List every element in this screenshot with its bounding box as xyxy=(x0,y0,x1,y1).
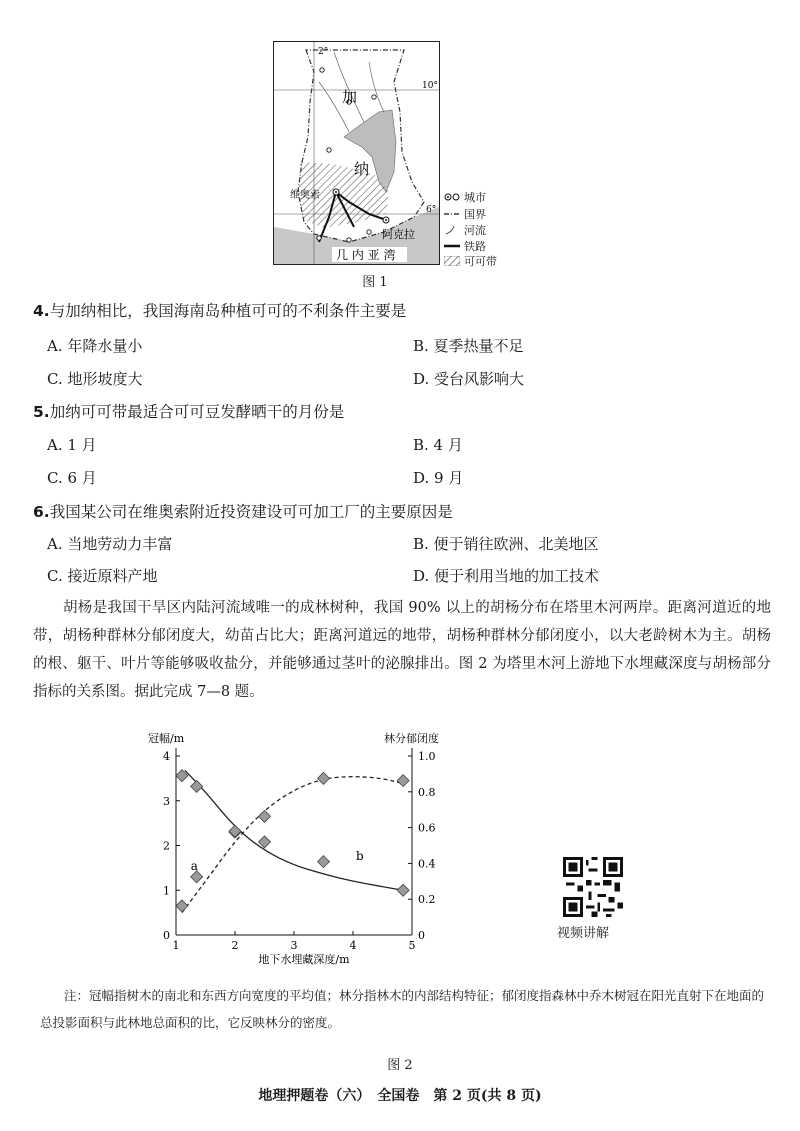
legend-river xyxy=(444,222,486,238)
y-right-tick-label: 0 xyxy=(418,929,425,942)
q4-option-d[interactable]: D. 受台风影响大 xyxy=(413,370,525,388)
figure2-note: 注：冠幅指树木的南北和东西方向宽度的平均值；林分指林木的内部结构特征；郁闭度指森林中乔木树冠在阳光直射下在地面的总投影面积与此林地总面积的比，它反映林分的密度。 xyxy=(40,988,765,1030)
q4-option-a[interactable]: A. 年降水量小 xyxy=(47,337,143,355)
q6-option-b[interactable]: B. 便于销往欧洲、北美地区 xyxy=(413,535,599,553)
question-5-stem xyxy=(33,400,344,422)
question-text: 我国某公司在维奥索附近投资建设可可加工厂的主要原因是 xyxy=(49,503,453,521)
legend-border xyxy=(444,206,486,222)
y-left-tick-label: 2 xyxy=(163,839,170,853)
x-tick-label: 1 xyxy=(172,939,180,952)
question-text: 与加纳相比，我国海南岛种植可可的不利条件主要是 xyxy=(49,302,407,320)
series-b-point xyxy=(318,856,330,868)
y-right-tick-label: 0.4 xyxy=(418,857,436,871)
city-marker xyxy=(347,238,351,242)
legend-label: 可可带 xyxy=(464,255,497,268)
series-a-point xyxy=(259,810,271,822)
y-left-tick-label: 1 xyxy=(163,884,170,898)
railway-icon xyxy=(444,241,460,251)
accra-label: 阿克拉 xyxy=(382,228,415,241)
q5-option-b[interactable]: B. 4 月 xyxy=(413,436,463,454)
y-left-tick-label: 0 xyxy=(163,929,170,942)
q4-option-b[interactable]: B. 夏季热量不足 xyxy=(413,337,524,355)
question-number: 4. xyxy=(33,302,50,320)
legend-label: 城市 xyxy=(464,191,486,204)
river-icon xyxy=(444,225,460,235)
question-4-stem xyxy=(33,299,406,321)
q5-option-a[interactable]: A. 1 月 xyxy=(47,436,97,454)
question-6-stem xyxy=(33,500,453,522)
ghana-map-drawing xyxy=(274,42,439,264)
x-tick-label: 2 xyxy=(231,939,239,952)
page-footer: 地理押题卷（六） 全国卷 第 2 页(共 8 页) xyxy=(258,1088,542,1104)
city-marker xyxy=(327,148,331,152)
legend-railway xyxy=(444,238,486,254)
groundwater-chart xyxy=(140,730,460,970)
series-a-point xyxy=(397,775,409,787)
city-marker xyxy=(367,230,371,234)
legend-label: 国界 xyxy=(464,208,486,221)
legend-label: 河流 xyxy=(464,224,486,237)
q5-option-d[interactable]: D. 9 月 xyxy=(413,469,464,487)
lat-label-10: 10° xyxy=(422,81,438,91)
series-a-curve xyxy=(182,777,400,913)
series-b-point xyxy=(229,825,241,837)
series-b-curve xyxy=(185,770,403,890)
q6-option-d[interactable]: D. 便于利用当地的加工技术 xyxy=(413,567,600,585)
city-marker xyxy=(320,68,324,72)
qr-code[interactable] xyxy=(563,857,623,917)
city-icon xyxy=(444,192,460,202)
q6-option-c[interactable]: C. 接近原料产地 xyxy=(47,567,158,585)
y-right-tick-label: 0.8 xyxy=(418,785,436,799)
series-b-point xyxy=(397,884,409,896)
legend-label: 铁路 xyxy=(464,240,486,253)
chart-axes xyxy=(148,731,439,966)
q5-option-c[interactable]: C. 6 月 xyxy=(47,469,97,487)
curve-label-b: b xyxy=(355,848,364,863)
q4-option-c[interactable]: C. 地形坡度大 xyxy=(47,370,143,388)
ghana-map xyxy=(273,41,440,265)
country-label-top: 加 xyxy=(342,88,358,106)
series-b-point xyxy=(259,836,271,848)
qr-caption: 视频讲解 xyxy=(557,926,610,941)
legend-city xyxy=(444,189,486,205)
question-text: 加纳可可带最适合可可豆发酵晒干的月份是 xyxy=(49,403,345,421)
question-number: 5. xyxy=(33,403,50,421)
y-right-tick-label: 1.0 xyxy=(418,750,436,763)
x-tick-label: 4 xyxy=(349,939,357,952)
figure2-caption: 图 2 xyxy=(387,1058,413,1073)
curve-label-a: a xyxy=(190,859,198,874)
y-right-tick-label: 0.2 xyxy=(418,893,436,907)
kumasi-label: 维奥索 xyxy=(290,190,320,201)
passage-text: 胡杨是我国干旱区内陆河流域唯一的成林树种，我国 90% 以上的胡杨分布在塔里木河两岸。距离河道近的地带，胡杨种群林分郁闭度大，幼苗占比大；距离河道远的地带，胡杨种群林分郁闭度小，以大老龄树木为主。胡杨的根、躯干、叶片等能够吸收盐分，并能够通过茎叶的泌腺排出。图 2 为塔里木河上游地下水埋藏深度与胡杨部分指标的关系图。据此完成 7—8 题。 xyxy=(33,600,771,700)
cocoa-belt-icon xyxy=(444,256,460,266)
gulf-label: 几 内 亚 湾 xyxy=(336,248,396,262)
x-axis-label: 地下水埋藏深度/m xyxy=(258,953,350,966)
series-a-point xyxy=(176,900,188,912)
lat-label-6: 6° xyxy=(426,205,437,215)
lon-label-2: 2° xyxy=(318,47,329,57)
y-left-tick-label: 4 xyxy=(163,750,170,763)
y-left-tick-label: 3 xyxy=(163,794,170,808)
series-b-point xyxy=(191,780,203,792)
country-label-mid: 纳 xyxy=(354,160,370,178)
q6-option-a[interactable]: A. 当地劳动力丰富 xyxy=(47,535,173,553)
border-icon xyxy=(444,209,460,219)
y-right-label: 林分郁闭度 xyxy=(384,732,439,745)
question-number: 6. xyxy=(33,503,50,521)
y-right-tick-label: 0.6 xyxy=(418,821,436,835)
legend-cocoa xyxy=(444,253,497,269)
figure1-caption: 图 1 xyxy=(362,275,388,290)
x-tick-label: 5 xyxy=(408,939,416,952)
series-a-point xyxy=(318,772,330,784)
city-marker xyxy=(372,95,376,99)
x-tick-label: 3 xyxy=(290,939,298,952)
y-left-label: 冠幅/m xyxy=(148,732,185,745)
chart-series xyxy=(176,770,409,913)
city-marker xyxy=(317,236,321,240)
